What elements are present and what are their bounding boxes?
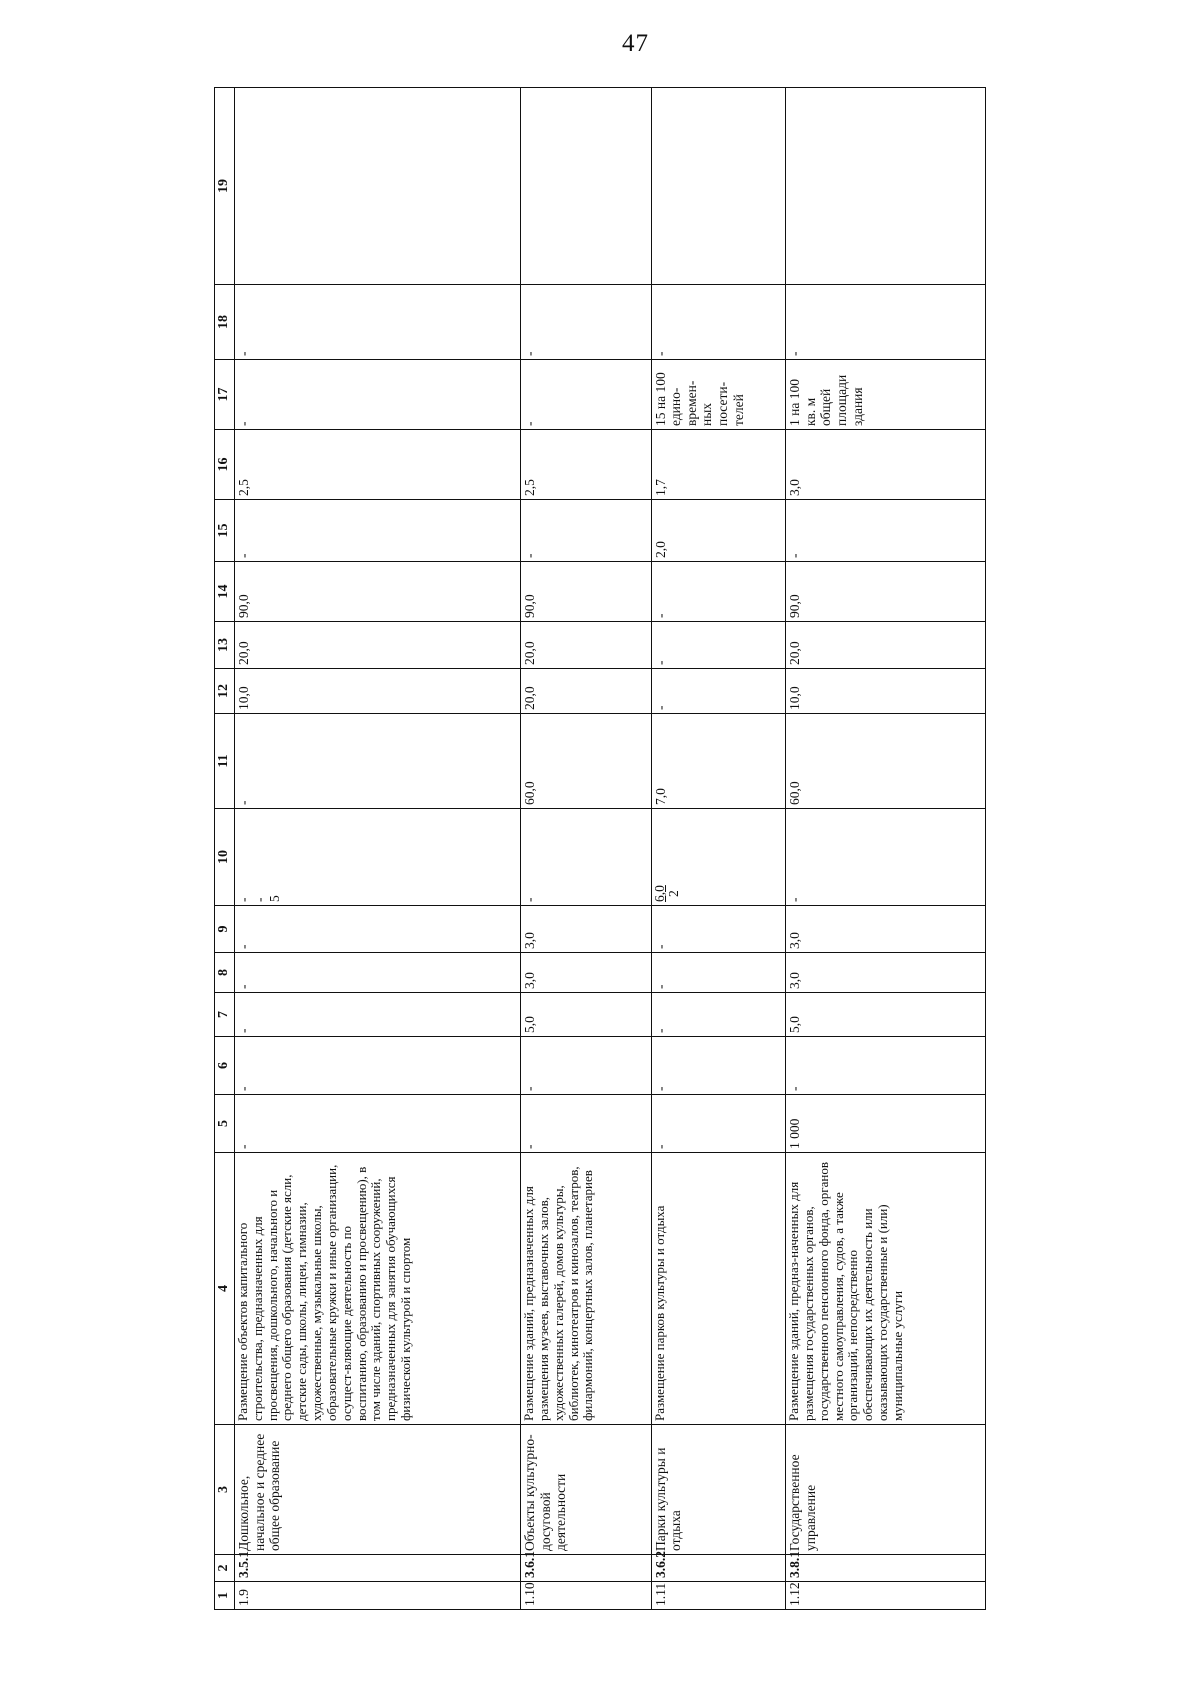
cell-col17: 15 на 100 едино-времен-ных посети-телей — [651, 360, 786, 430]
row-number: 1.11 — [651, 1582, 786, 1610]
cell-col19 — [651, 88, 786, 285]
column-number: 6 — [215, 1037, 235, 1095]
cell-col19 — [521, 88, 651, 285]
cell-col7: - — [235, 993, 521, 1037]
cell-col16: 3,0 — [786, 430, 986, 500]
cell-col11: 60,0 — [521, 714, 651, 809]
cell-col9: - — [651, 906, 786, 953]
fraction-denominator: 2 — [666, 890, 682, 897]
cell-col11: 7,0 — [651, 714, 786, 809]
fraction-numerator: 6,0 — [651, 885, 667, 902]
column-number-row — [215, 88, 235, 1610]
cell-col15: - — [521, 500, 651, 562]
column-number: 19 — [215, 88, 235, 285]
cell-col15: - — [235, 500, 521, 562]
cell-col9: 3,0 — [786, 906, 986, 953]
cell-col5: - — [521, 1095, 651, 1153]
cell-col12: - — [651, 669, 786, 714]
cell-col12: 10,0 — [786, 669, 986, 714]
column-number: 12 — [215, 669, 235, 714]
cell-col8: 3,0 — [786, 953, 986, 993]
table-row — [786, 88, 986, 1610]
cell-col10-line: - — [251, 897, 267, 902]
land-use-description: Размещение зданий, предназ-наченных для размещения государственных органов, государственного пенсионного фонда, органов местного самоуправления, судов, а также организаций, непосредственно обеспечивающих их деятельность или оказывающих государственные и (или) муниципальные услуги — [786, 1153, 986, 1425]
column-number: 3 — [215, 1425, 235, 1555]
cell-col5: - — [235, 1095, 521, 1153]
cell-col14: 90,0 — [786, 562, 986, 622]
cell-col14: 90,0 — [521, 562, 651, 622]
column-number: 4 — [215, 1153, 235, 1425]
row-number: 1.12 — [786, 1582, 986, 1610]
cell-col6: - — [235, 1037, 521, 1095]
cell-col13: 20,0 — [235, 622, 521, 669]
table-row — [235, 88, 521, 1610]
cell-col18: - — [786, 285, 986, 360]
cell-col10-line: 5 — [267, 895, 283, 902]
column-number: 13 — [215, 622, 235, 669]
cell-col17: - — [235, 360, 521, 430]
column-number: 8 — [215, 953, 235, 993]
column-number: 11 — [215, 714, 235, 809]
row-number: 1.9 — [235, 1582, 521, 1610]
column-number: 16 — [215, 430, 235, 500]
land-use-description: Размещение парков культуры и отдыха — [651, 1153, 786, 1425]
cell-col13: 20,0 — [786, 622, 986, 669]
cell-col16: 2,5 — [235, 430, 521, 500]
table-row — [521, 88, 651, 1610]
cell-col6: - — [521, 1037, 651, 1095]
column-number: 1 — [215, 1582, 235, 1610]
page-number: 47 — [622, 30, 649, 57]
cell-col5: - — [651, 1095, 786, 1153]
cell-col9: 3,0 — [521, 906, 651, 953]
land-use-description: Размещение объектов капитального строительства, предназначенных для просвещения, дошкольного, начального и среднего общего образования (детские ясли, детские сады, школы, лицеи, гимназии, художественные, музыкальные школы, образовательные кружки и иные организации, осущест-вляющие деятельность по воспитанию, образованию и просвещению), в том числе зданий, спортивных сооружений, предназначенных для занятия обучающихся физической культурой и спортом — [235, 1153, 521, 1425]
cell-col12: 20,0 — [521, 669, 651, 714]
land-use-name: Объекты культурно-досуговой деятельности — [521, 1425, 651, 1555]
cell-col16: 1,7 — [651, 430, 786, 500]
column-number: 2 — [215, 1555, 235, 1582]
fraction-value — [653, 885, 683, 902]
cell-col14: - — [651, 562, 786, 622]
cell-col11: - — [235, 714, 521, 809]
column-number: 7 — [215, 993, 235, 1037]
column-number: 15 — [215, 500, 235, 562]
cell-col15: - — [786, 500, 986, 562]
column-number: 9 — [215, 906, 235, 953]
land-use-name: Дошкольное, начальное и среднее общее образование — [235, 1425, 521, 1555]
cell-col7: 5,0 — [786, 993, 986, 1037]
cell-col17: 1 на 100 кв. м общей площади здания — [786, 360, 986, 430]
cell-col10: - — [786, 809, 986, 906]
cell-col8: - — [651, 953, 786, 993]
cell-col12: 10,0 — [235, 669, 521, 714]
table-row — [651, 88, 786, 1610]
cell-col9: - — [235, 906, 521, 953]
cell-col16: 2,5 — [521, 430, 651, 500]
cell-col19 — [786, 88, 986, 285]
cell-col6: - — [786, 1037, 986, 1095]
cell-col8: 3,0 — [521, 953, 651, 993]
vri-code: 3.6.1 — [521, 1555, 651, 1582]
column-number: 10 — [215, 809, 235, 906]
column-number: 5 — [215, 1095, 235, 1153]
column-number: 18 — [215, 285, 235, 360]
cell-col7: 5,0 — [521, 993, 651, 1037]
cell-col10: - — [521, 809, 651, 906]
cell-col11: 60,0 — [786, 714, 986, 809]
cell-col7: - — [651, 993, 786, 1037]
row-number: 1.10 — [521, 1582, 651, 1610]
vri-code: 3.5.1 — [235, 1555, 521, 1582]
cell-col10-line: - — [236, 897, 251, 902]
cell-col6: - — [651, 1037, 786, 1095]
cell-col19 — [235, 88, 521, 285]
column-number: 14 — [215, 562, 235, 622]
cell-col18: - — [521, 285, 651, 360]
zoning-parameters-table — [214, 87, 986, 1610]
vri-code: 3.6.2 — [651, 1555, 786, 1582]
cell-col13: 20,0 — [521, 622, 651, 669]
cell-col8: - — [235, 953, 521, 993]
cell-col18: - — [651, 285, 786, 360]
cell-col10 — [651, 809, 786, 906]
cell-col17: - — [521, 360, 651, 430]
vri-code: 3.8.1 — [786, 1555, 986, 1582]
cell-col14: 90,0 — [235, 562, 521, 622]
land-use-name: Парки культуры и отдыха — [651, 1425, 786, 1555]
land-use-name: Государственное управление — [786, 1425, 986, 1555]
column-number: 17 — [215, 360, 235, 430]
cell-col15: 2,0 — [651, 500, 786, 562]
cell-col5: 1 000 — [786, 1095, 986, 1153]
rotated-table-container — [214, 110, 986, 1610]
land-use-description: Размещение зданий, предназначенных для размещения музеев, выставочных залов, художественных галерей, домов культуры, библиотек, кинотеатров и кинозалов, театров, филармоний, концертных залов, планетариев — [521, 1153, 651, 1425]
cell-col10 — [235, 809, 521, 906]
cell-col13: - — [651, 622, 786, 669]
cell-col18: - — [235, 285, 521, 360]
